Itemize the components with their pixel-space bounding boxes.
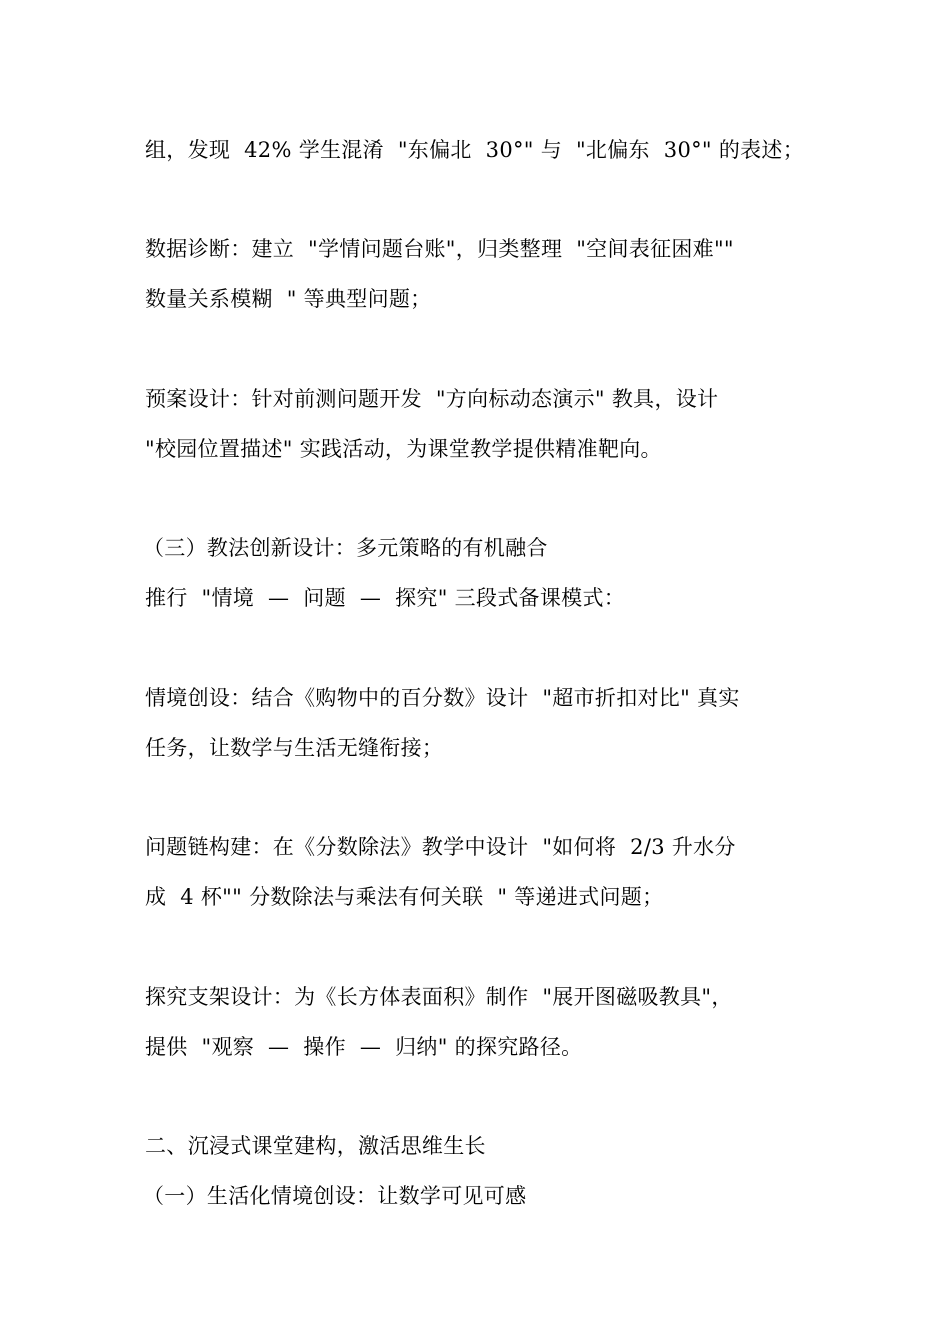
paragraph-line-12: 探究支架设计：为《长方体表面积》制作 "展开图磁吸教具"，	[145, 985, 733, 1009]
section-heading-3: （三）教法创新设计：多元策略的有机融合	[143, 536, 548, 560]
paragraph-line-5: "校园位置描述" 实践活动，为课堂教学提供精准靶向。	[145, 437, 662, 461]
paragraph-line-7: 推行 "情境 — 问题 — 探究" 三段式备课模式：	[145, 586, 626, 610]
paragraph-line-2: 数据诊断：建立 "学情问题台账"，归类整理 "空间表征困难""	[145, 237, 734, 261]
paragraph-line-1: 组，发现 42% 学生混淆 "东偏北 30°" 与 "北偏东 30°" 的表述；	[145, 138, 805, 162]
paragraph-line-13: 提供 "观察 — 操作 — 归纳" 的探究路径。	[145, 1035, 583, 1059]
paragraph-line-9: 任务，让数学与生活无缝衔接；	[145, 736, 444, 760]
chapter-heading-2: 二、沉浸式课堂建构，激活思维生长	[145, 1134, 486, 1158]
paragraph-line-3: 数量关系模糊 " 等典型问题；	[145, 287, 432, 311]
paragraph-line-8: 情境创设：结合《购物中的百分数》设计 "超市折扣对比" 真实	[145, 686, 740, 710]
paragraph-line-10: 问题链构建：在《分数除法》教学中设计 "如何将 2/3 升水分	[145, 835, 736, 859]
paragraph-line-4: 预案设计：针对前测问题开发 "方向标动态演示" 教具，设计	[145, 387, 719, 411]
section-heading-1: （一）生活化情境创设：让数学可见可感	[143, 1184, 527, 1208]
paragraph-line-11: 成 4 杯"" 分数除法与乘法有何关联 " 等递进式问题；	[145, 885, 664, 909]
